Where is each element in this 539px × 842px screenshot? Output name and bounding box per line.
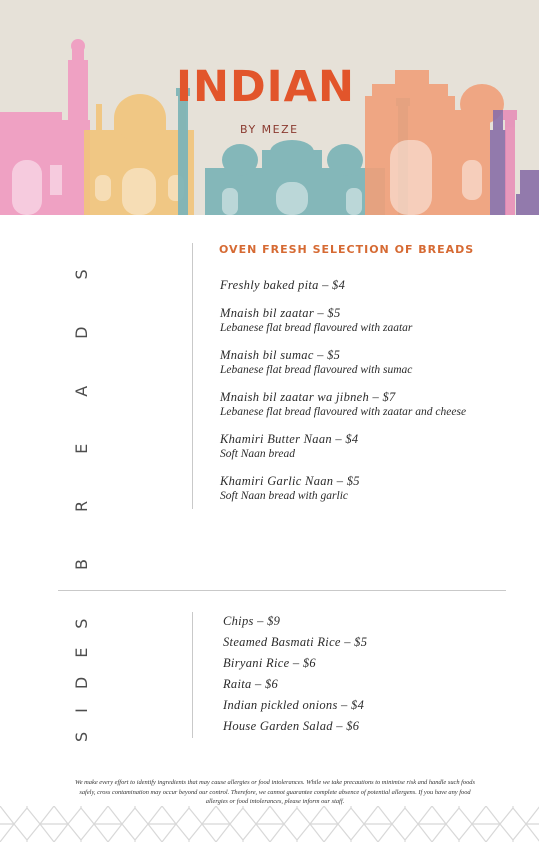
menu-item-name: Khamiri Butter Naan – $4 bbox=[220, 432, 359, 446]
breads-heading: OVEN FRESH SELECTION OF BREADS bbox=[219, 243, 475, 256]
allergy-disclaimer: We make every effort to identify ingredients that may cause allergies or food intolerances. While we take precautions to minimise risk and handle such foods safely, cross contamination may occur beyond our control. Therefore, we cannot guarantee complete absence of potential allergens. If you have any food allergies or food intolerances, please inform our staff. bbox=[75, 779, 475, 805]
menu-item-name: Freshly baked pita – $4 bbox=[220, 278, 346, 292]
menu-item-description: Lebanese flat bread flavoured with zaatar and cheese bbox=[220, 406, 467, 418]
menu-item-name: Mnaish bil zaatar wa jibneh – $7 bbox=[220, 390, 396, 404]
side-item: Chips – $9 bbox=[223, 614, 281, 628]
menu-item-description: Soft Naan bread bbox=[220, 448, 295, 460]
menu-item bbox=[220, 390, 520, 419]
brand-subtitle: BY MEZE bbox=[240, 123, 299, 136]
menu-item-name: Mnaish bil zaatar – $5 bbox=[220, 306, 341, 320]
side-item: Steamed Basmati Rice – $5 bbox=[223, 635, 368, 649]
sides-divider bbox=[192, 612, 193, 738]
menu-item-name: Khamiri Garlic Naan – $5 bbox=[220, 474, 360, 488]
menu-item bbox=[220, 474, 520, 503]
sides-list bbox=[223, 614, 513, 740]
menu-item bbox=[220, 278, 520, 293]
menu-item-description: Soft Naan bread with garlic bbox=[220, 490, 348, 502]
menu-item bbox=[220, 306, 520, 335]
section-divider bbox=[58, 590, 506, 591]
breads-section-label: BREADS bbox=[72, 222, 91, 570]
breads-list bbox=[220, 278, 520, 516]
side-item: Indian pickled onions – $4 bbox=[223, 698, 365, 712]
brand-title: INDIAN bbox=[176, 62, 355, 112]
menu-item-description: Lebanese flat bread flavoured with zaatar bbox=[220, 322, 413, 334]
sides-section-label: SIDES bbox=[72, 599, 91, 742]
geometric-pattern-footer bbox=[0, 806, 539, 842]
menu-item bbox=[220, 348, 520, 377]
breads-divider bbox=[192, 243, 193, 509]
skyline-header bbox=[0, 0, 539, 215]
menu-item-name: Mnaish bil sumac – $5 bbox=[220, 348, 341, 362]
side-item: Biryani Rice – $6 bbox=[223, 656, 316, 670]
menu-item bbox=[220, 432, 520, 461]
side-item: House Garden Salad – $6 bbox=[223, 719, 360, 733]
menu-item-description: Lebanese flat bread flavoured with sumac bbox=[220, 364, 413, 376]
side-item: Raita – $6 bbox=[223, 677, 279, 691]
